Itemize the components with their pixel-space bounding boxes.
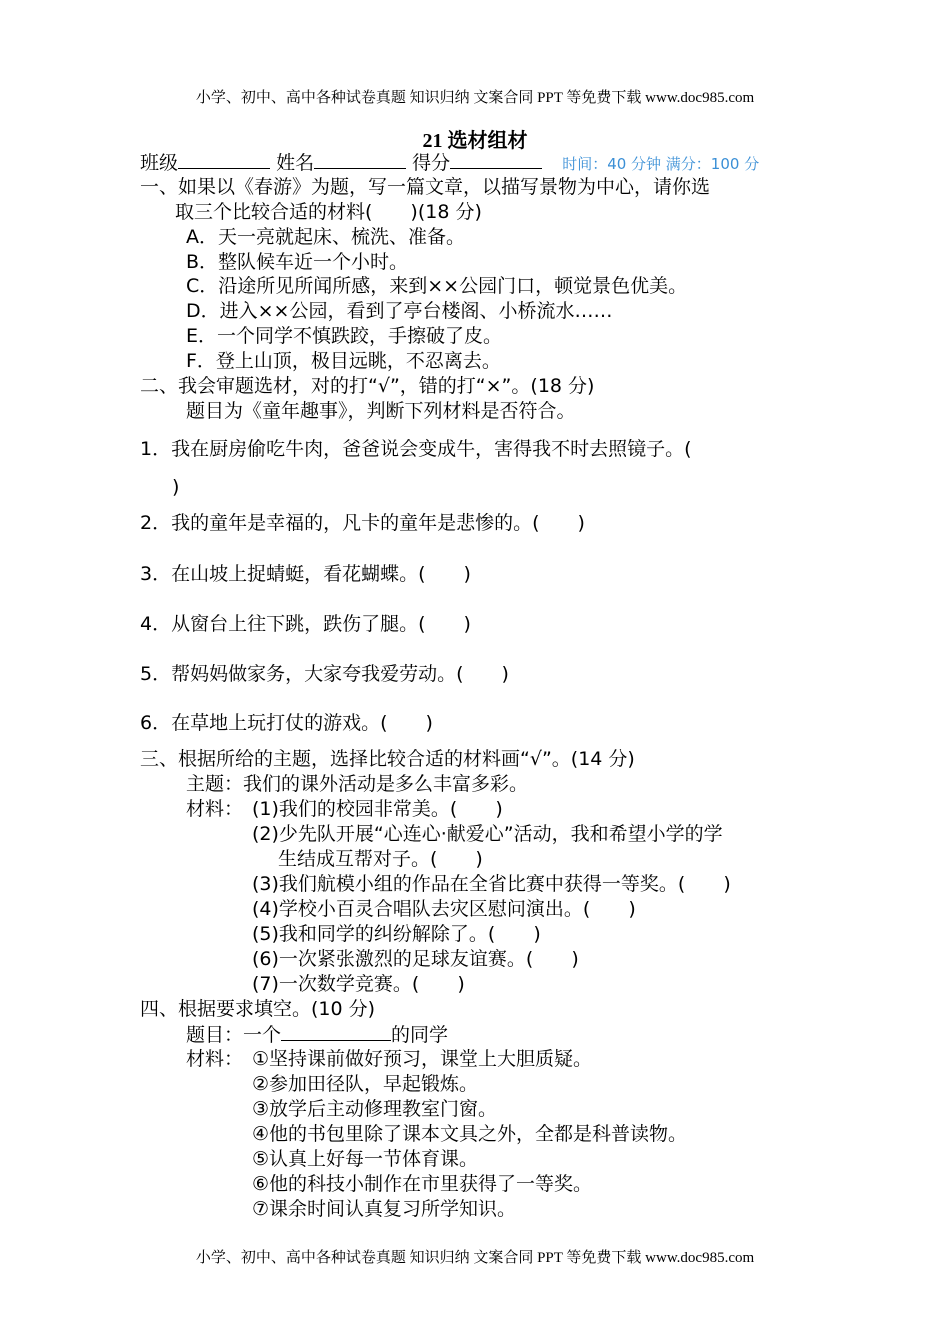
q3-heading: 三、根据所给的主题，选择比较合适的材料画“√”。(14 分) [140,748,635,770]
info-row [140,150,759,176]
q3-item-2-cont: 生结成互帮对子。( ) [278,848,483,870]
q3-item-1: (1)我们的校园非常美。( ) [252,798,503,820]
q3-item-6: (6)一次紧张激烈的足球友谊赛。( ) [252,948,579,970]
q4-item-6: ⑥他的科技小制作在市里获得了一等奖。 [252,1173,593,1195]
q2-item-3: 3．在山坡上捉蜻蜓，看花蝴蝶。( ) [140,563,471,585]
score-blank [450,150,542,169]
q1-option-f: F．登上山顶，极目远眺，不忍离去。 [186,350,501,372]
time-score-info: 时间：40 分钟 满分：100 分 [562,155,760,173]
q3-item-2: (2)少先队开展“心连心·献爱心”活动，我和希望小学的学 [252,823,723,845]
page-title: 21 选材组材 [422,130,528,152]
q3-item-7: (7)一次数学竞赛。( ) [252,973,465,995]
q3-theme: 主题：我们的课外活动是多么丰富多彩。 [186,773,529,795]
q4-topic-suffix: 的同学 [391,1024,449,1046]
q1-option-a: A．天一亮就起床、梳洗、准备。 [186,226,465,248]
q3-item-4: (4)学校小百灵合唱队去灾区慰问演出。( ) [252,898,636,920]
q2-item-1: 1．我在厨房偷吃牛肉，爸爸说会变成牛，害得我不时去照镜子。( [140,438,692,460]
class-label: 班级 [140,152,179,174]
q2-item-2: 2．我的童年是幸福的，凡卡的童年是悲惨的。( ) [140,512,585,534]
q1-option-e: E．一个同学不慎跌跤，手擦破了皮。 [186,325,503,347]
page-header: 小学、初中、高中各种试卷真题 知识归纳 文案合同 PPT 等免费下载 www.doc985.com [195,90,755,106]
name-label: 姓名 [276,152,315,174]
q4-topic-blank [281,1022,391,1041]
q1-heading-line2: 取三个比较合适的材料( )(18 分) [175,201,482,223]
score-label: 得分 [412,152,451,174]
class-blank [178,150,270,169]
q4-item-7: ⑦课余时间认真复习所学知识。 [252,1198,517,1220]
q2-item-1-close: ) [172,476,180,498]
q4-heading: 四、根据要求填空。(10 分) [140,998,376,1020]
q2-item-5: 5．帮妈妈做家务，大家夸我爱劳动。( ) [140,663,509,685]
q2-intro: 题目为《童年趣事》，判断下列材料是否符合。 [186,400,576,422]
q3-item-3: (3)我们航模小组的作品在全省比赛中获得一等奖。( ) [252,873,731,895]
q1-heading-line1: 一、如果以《春游》为题，写一篇文章，以描写景物为中心，请你选 [140,176,711,198]
q4-item-5: ⑤认真上好每一节体育课。 [252,1148,479,1170]
q4-material-label: 材料： [186,1048,244,1070]
q2-item-4: 4．从窗台上往下跳，跌伤了腿。( ) [140,613,471,635]
q3-item-5: (5)我和同学的纠纷解除了。( ) [252,923,541,945]
q4-topic [186,1022,448,1047]
q1-option-d: D．进入××公园，看到了亭台楼阁、小桥流水…… [186,300,613,322]
page-footer: 小学、初中、高中各种试卷真题 知识归纳 文案合同 PPT 等免费下载 www.doc985.com [195,1250,755,1266]
q1-option-b: B．整队候车近一个小时。 [186,251,409,273]
q2-item-6: 6．在草地上玩打仗的游戏。( ) [140,712,433,734]
q3-material-label: 材料： [186,798,244,820]
q4-item-3: ③放学后主动修理教室门窗。 [252,1098,498,1120]
q4-item-1: ①坚持课前做好预习，课堂上大胆质疑。 [252,1048,593,1070]
q4-item-4: ④他的书包里除了课本文具之外，全都是科普读物。 [252,1123,688,1145]
q2-heading: 二、我会审题选材，对的打“√”，错的打“×”。(18 分) [140,375,595,397]
q4-item-2: ②参加田径队，早起锻炼。 [252,1073,479,1095]
q1-option-c: C．沿途所见所闻所感，来到××公园门口，顿觉景色优美。 [186,275,688,297]
name-blank [314,150,406,169]
q4-topic-prefix: 题目：一个 [186,1024,282,1046]
